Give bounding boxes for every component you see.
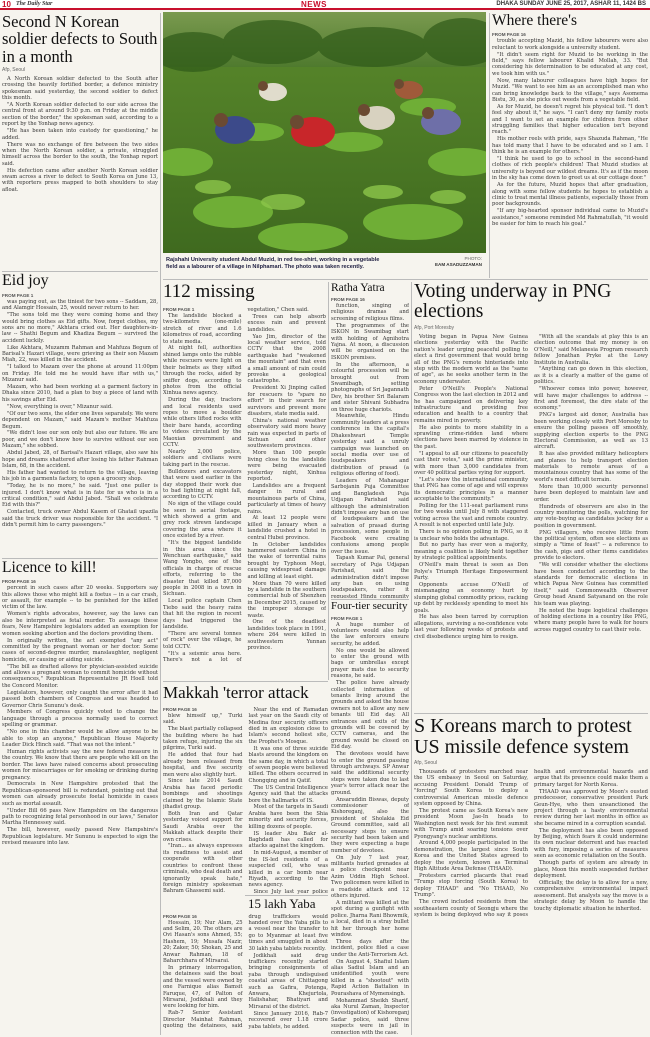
paragraph: His defection came after another North Korean soldier swam across a river to defect to South Korea on June 13, with reporters press mapped to both shoulders to stay afloat. — [2, 167, 158, 193]
paragraph: As for the future, Muzid hopes that after graduation, along with some fellow students he hopes to establish a clinic to treat mental illness patients, especially those from poor backgrounds. — [492, 182, 648, 208]
paragraph: There was no exchange of fire between the two sides when the North Korean soldier, a private, struggled himself across the border to the south, the Yonhap report said. — [2, 141, 158, 167]
paragraph: Women's rights advocates, however, say the laws can also be interpreted as fetal murder. To assuage these fears, New Hampshire legislators added an exemption for women seeking abortion and the doctors providing them. — [2, 611, 158, 637]
paragraph: "If any big-hearted sponsor individual came to Muzid's assistance," someone reminded Md Rahmatullah, "it would be easier for him to reach his goal." — [492, 208, 648, 228]
continued-from: FROM PAGE 16 — [163, 913, 197, 919]
paragraph: The blast partially collapsed the building where he had taken refuge, injuring the six pilgrims, Turki said. — [163, 726, 243, 752]
article-makkah-terror-attack — [163, 684, 328, 894]
paragraph: He noted the huge logistical challenges of holding elections in a country like PNG, where many people have to walk for hours across rugged country to cast their vote. — [534, 607, 648, 633]
paragraph: Officially, the delay is to allow for a new, comprehensive environmental impact assessment. But analysts say the move is a strategic delay by Moon to handle the touchy diplomatic situation he inherited. — [534, 879, 648, 912]
paragraph: The deployment has also been opposed by Beijing, which fears it could undermine its own nuclear deterrent and has reacted with fury, imposing a series of measures seen as economic retaliation on the South. — [534, 827, 648, 860]
credit-name: EAM ASADUZZAMAN — [434, 262, 482, 267]
paragraph: During the day, tractors and local residents used ropes to move a boulder while others lifted rocks with their bare hands, according to videos circulated by the Maoxian government and CCTV. — [163, 397, 242, 449]
article-112-missing — [163, 282, 326, 680]
paragraph: Polling for the 111-seat parliament runs for two weeks until July 8 with staggered voting across the vast and remote country. A result is not expected until late July. — [414, 503, 528, 529]
paragraph: Yao Jim, director of the local weather service, told CCTV that the 2008 earthquake had "weakened the mountain" and that even a small amount of rain could provoke a geological catastrophe. — [247, 333, 326, 385]
paragraph: There is no opinion polling in PNG, so it is unclear who holds the advantage. — [414, 529, 528, 542]
continued-from: FROM PAGE 16 — [163, 706, 197, 712]
paragraph: Thousands of protesters marched near the US embassy in Seoul on Saturday, accusing President Donald Trump of "forcing" South Korea to deploy a controversial American missile defence system opposed by China. — [414, 769, 528, 808]
paragraph: No sign of the village could be seen in aerial footage, which showed a grim and grey rock strewn landscape covering the area where it once existed by a river. — [163, 501, 242, 540]
paragraph: The protest came as South Korea's new president Moon Jae-In heads to Washington next week for his first summit with Trump amid soaring tensions over Pyongyang's nuclear ambitions. — [414, 807, 528, 840]
paragraph: PNG villagers, who receive little from the political system, often see elections as simply a "time of feast" -- a reference to the cash, pigs and other items candidates provide to electors. — [534, 529, 648, 562]
headline: Voting underway in PNG elections — [414, 282, 612, 323]
continued-from: FROM PAGE 1 — [331, 615, 363, 621]
paragraph: Legislators, however, only caught the error after it had passed both chambers of Congress and was headed to Governor Chris Sununu's desk. — [2, 689, 158, 709]
paragraph: One of the deadliest landslides took place in 1991, where 264 were killed in southwestern Yunnan province. — [247, 619, 326, 652]
paragraph: At least 12 people were killed in January when a landslide crushed a hotel in central Hubei province. — [247, 515, 326, 541]
paragraph: Leaders of Mahanagar Sarbojanin Puja Committee and Bangladesh Puja Udjapan Parishad said although the administration didn't impose any ban on use of loudspeakers and the salvation of prasad during procession, some people in Facebook were creating confusions among people over the issue. — [331, 478, 409, 555]
article-body — [163, 707, 328, 894]
paragraph: He has also been tarred by corruption allegations, surviving a no-confidence vote last year following weeks of protests and civil disobedience urging him to resign. — [414, 614, 528, 640]
paragraph: "A North Korean soldier defected to our side across the central front at around 9:30 p.m. on Friday at the middle section of the border," the spokesman said, according to a report by the Yonhap news agency. — [2, 102, 158, 128]
paragraph: In mid-August, a member of the IS-led residents of a suspected cell, who was killed in a car bomb near Riyadh, according to the news agency. — [248, 850, 328, 889]
section-label: NEWS — [301, 0, 327, 9]
paragraph: Since January 2016, Rab-7 recovered over 1.18 crore yaba tablets, he added. — [248, 1010, 328, 1030]
divider — [245, 895, 328, 896]
news-photo — [163, 12, 486, 253]
paragraph: Bulldozers and excavators that were used earlier in the day stopped their work due to bad lighting at night fall, according to CCTV. — [163, 468, 242, 501]
paragraph: His father had wanted to return to the village, leaving his job in a garments factory, to open a grocery shop. — [2, 469, 158, 483]
paragraph: trouble accepting Mazid, his fellow labourers were also reluctant to work alongside a university student. — [492, 38, 648, 51]
paragraph: At night fell, authorities shined lamps onto the rubble while rescuers were light on their helmets as they sifted through the rocks, aided by sniffer dogs, according to photos from the official Xinhua news agency. — [163, 345, 242, 397]
paragraph: function, singing of religious dramas and screening of religious films. — [331, 303, 409, 322]
column-rule — [328, 282, 329, 680]
paragraph: Since July last year police — [253, 889, 328, 894]
article-four-tier-security — [331, 601, 409, 1035]
paragraph: Though parts of system are already in place, Moon this month suspended further deployment. — [534, 860, 648, 879]
continued-from: FROM PAGE 1 — [2, 292, 34, 298]
paragraph: Peter O'Neill's People's National Congress won the last election in 2012 and he has campaigned on delivering key infrastructure and providing free education and health to a country that remains mired in poverty. — [414, 385, 528, 424]
paragraph: "The bill as drafted allows for physician-assisted suicide and allows a pregnant woman to commit homicide without consequences," Republican Representative JR Hoell told the Concord Monitor. — [2, 663, 158, 689]
paragraph: The landslide blocked a two-kilometre (one-mile) stretch of river and 1.6 kilometres of road, according to state media. — [163, 312, 242, 345]
paper-name: The Daily Star — [16, 1, 53, 7]
paragraph: Tapash Kumar Pal, general secretary of Puja Udjapan Parishad, said the administration didn't impose any ban on using loudspeakers, rather it requested Hindu community — [331, 555, 409, 598]
paragraph: was paying out, as the tiniest for two sons -- Saddam, 28, and Alamgir Hossain, 25, would never return to her. — [2, 298, 158, 312]
paragraph: Contacted, truck owner Abdul Kasem of Ghatail upazila said the truck driver was responsible for the accident. "I didn't permit him to carry passengers." — [2, 509, 158, 529]
paragraph: It was one of three suicide blasts around the kingdom on the same day, in which a total of seven people were believed killed. The others occurred in Chongqing and in Qatif. — [248, 745, 328, 784]
paragraph: Trees can help absorb excess rain and prevent landslides. — [247, 313, 326, 333]
paragraph: percent in such cases after 20 weeks. Supporters say this allows those who might kill a foetus -- in a car crash, or assault, for example -- to be punished for the killed victim of the law. — [2, 585, 158, 611]
byline: Afp, Port Moresby — [414, 324, 455, 331]
paragraph: Abdul Jabed, 28, of Barisal's Hazari village, also saw his hope and dreams shattered after losing his father Rahman Islam, 68, in the accident. — [2, 450, 158, 469]
paragraph: "It's a seismic area here. There's not a lot of vegetation," Chen said. — [163, 306, 309, 663]
paragraph: A huge number of volunteers would also help the law enforcers ensure security, he added. — [331, 621, 409, 647]
paragraph: "Iran... as always expresses its readiness to assist and cooperate with other countries to confront these criminals, who deal death and ignorantly speak hate," foreign ministry spokesman Bahram Ghassemi said. — [163, 843, 243, 894]
paragraph: "I appeal to all our citizens to peacefully cast their votes," said the prime minister, with more than 3,000 candidates from over 40 political parties vying for support. — [414, 450, 528, 476]
headline: 15 lakh Yaba — [248, 897, 316, 911]
divider — [2, 558, 158, 559]
paragraph: Democrats in New Hampshire protested that the Republican-sponsored bill is redundant, pointing out that women can already prosecute foetal homicide in cases such as mortal assault. — [2, 781, 158, 807]
caption-text: Rajshahi University student Abdul Muzid, in red tee-shirt, working in a vegetable field as a labourer of a village in Nilphamari. The photo was taken recently. — [166, 257, 380, 270]
article-body — [2, 76, 158, 193]
article-eid-joy — [2, 273, 158, 557]
continued-from: FROM PAGE 1 — [163, 306, 195, 312]
paragraph: China's national weather observatory said more heavy rain was expected in parts of Sichuan and other southwestern provinces. — [247, 417, 326, 450]
paragraph: Meanwhile, Hindu community leaders at a press conference in the capital's Dhakeshwari Temple yesterday said a unruly campaign was launched on social media over use of loudspeakers and distribution of prasad (a religious offering of food). — [331, 413, 409, 478]
headline: S Koreans march to protest US missile defence system — [414, 716, 632, 758]
paragraph: "He has been taken into custody for questioning," he added. — [2, 128, 158, 141]
headline: Where there's — [492, 13, 577, 29]
paragraph: "Anything can go down in this election, as it is a clearly a matter of the game of politics. — [534, 366, 648, 386]
article-ratha-yatra — [331, 282, 409, 598]
paragraph: It has also provided military helicopters and planes to help transport election materials to remote areas of a mountainous country that has some of the world's most difficult terrain. — [534, 451, 648, 483]
article-body — [2, 579, 158, 846]
continued-from: FROM PAGE 16 — [2, 579, 36, 585]
paragraph: Local police captain Chen Tiebo said the heavy rains that hit the region in recent days had triggered the landslide. — [163, 598, 242, 630]
paragraph: Ansaruddin Biswas, deputy commissioner of Kishoreganj, also the president of Sholakia Eid Ground committee, said all necessary steps to ensure security had been taken and they were expecting a huge number of devotees. — [331, 796, 409, 854]
paragraph: The programmes of the ISKON in Swamibag start with holding of Agnihotra Yajna. At noon, a discussion will be organised on the ISKON premises. — [331, 322, 409, 361]
paragraph: More than 100 people living close to the landslide were being evacuated yesterday night, Xinhua reported. — [247, 450, 326, 482]
paragraph: He added that four had already been released from hospital, and five security men were also slightly hurt. — [163, 752, 243, 778]
paragraph: "The sons told me they were coming home and they would bring clothes as Eid gifts. Now, forget clothes, my sons are no more," Akhtara cried out. Her daughters-in-law -- Shathi Begum and Khadiza Begum -- survived the accident luckily. — [2, 312, 158, 344]
headline: Makkah 'terror attack — [163, 684, 309, 702]
paragraph: Members of Congress quickly voted to change the language through a process normally used to correct spelling or grammar. — [2, 709, 158, 729]
paragraph: In originally written, the act exempted "any act" committed by the pregnant woman or her doctor. Some cases of second-degree murder, manslaughter, negligent homicide, or causing or aiding suicide. — [2, 637, 158, 663]
paragraph: In the afternoon, a colourful procession will be brought out from Swamibagh, setting photographs of Sri Jagannath Dev, his brother Sri Balaram and sister Shivani Subhadra on three huge chariots. — [331, 361, 409, 413]
article-body — [331, 297, 409, 598]
paragraph: More than 10,000 security personnel have been deployed to maintain law and order. — [534, 483, 648, 503]
photo-caption — [163, 254, 486, 276]
paragraph: "Let's show the international community that PNG has come of age and will express its democratic principles in a manner acceptable to the community." — [414, 476, 528, 503]
paragraph: "It didn't seem right for Muzid to be working in the field," says fellow labourer Khalid Mollah, 33. "But considering his determination to be educated at any cost, we took him with us." — [492, 51, 648, 77]
paragraph: "With all the scandals at play this is an election outcome that my money is on O'Neill," said Melanesia Program research fellow Jonathan Pryke at the Lowy Institute in Australia. — [534, 333, 648, 366]
article-15-lakh-yaba — [163, 897, 328, 1035]
article-where-theres — [492, 13, 648, 278]
paragraph: Around 4,000 people participated in the demonstration, the largest since South Korea and the United States agreed to deploy the system, known as Terminal High Altitude Area Defense (THAAD). — [414, 840, 528, 873]
article-body — [2, 293, 158, 529]
photo-credit — [422, 256, 482, 268]
paragraph: Hossain, 19; Nur Alam, 25 and Selim, 20. The others are Ovi Hasan's sons Ahmed, 55; Hashem, 19; Musafa Nazir, 20; Zaker, 50; Shokan, 25 and Anwar Rahman, 18 of Baharchhara of Mirsarai. — [163, 919, 243, 965]
paragraph: Human rights activists say the new federal measure in the country. We know that there are people who kill on the border. The laws have raised concerns about prosecuting women for miscarriages or for smoking or drinking during pregnancy. — [2, 748, 158, 781]
continued-from: FROM PAGE 16 — [492, 32, 526, 38]
paragraph: "I think he used to go to school in the second-hand clothes of rich people's children! That Muzid studies at university is beyond our wildest dreams. It's as if the moon in the sky has come down to greet us at our cottage door." — [492, 156, 648, 182]
paragraph: Opponents accuse O'Neill of mismanaging an economy hurt by slumping global commodity prices, racking up debt by recklessly spending to meet his goals. — [414, 581, 528, 614]
paragraph: Protesters carried placards that read "Trump stop forcing (South Korea) to deploy THAAD" and "No THAAD, No Trump". — [414, 873, 528, 899]
paragraph: "Whoever comes into power, however, will have major challenges to address -- first and foremost, the dire state of the economy." — [534, 386, 648, 412]
paragraph: A North Korean soldier defected to the South after crossing the heavily fortified border, a defence ministry spokesman said yesterday, the second soldier to defect this month. — [2, 75, 158, 102]
column-rule — [160, 13, 161, 1035]
credit-label: PHOTO: — [464, 256, 482, 261]
paragraph: Jodikhali said drug traffickers recently started bringing consignments of yaba through undisguised coastal areas of Chittagong such as Gafira, Potenga, Anwara, Khejurtola, Halishahar, Bhatiyari and Mirsarai of the district. — [248, 952, 328, 1010]
column-rule — [411, 282, 412, 1035]
paragraph: A militant was killed at the spot during a gunfight with police. Jharna Rani Bhowmik, a local, died in a stray bullet hit her through her home window. — [331, 900, 409, 939]
paragraph: His mother reels with pride, says Shazuda Rahman, "He has told many that I have to be educated and so I am. I think he is an example for others." — [492, 136, 648, 156]
article-body — [414, 769, 648, 918]
article-body — [163, 307, 326, 663]
paragraph: "It's the biggest landslide in this area since the Wenchuan earthquake," said Wang Yongbo, one of the officials in charge of rescue efforts, referring to the disaster that killed 87,000 people in 2008 in a town in Sichuan. — [163, 540, 242, 598]
paragraph: Near the end of Ramadan last year on the Saudi city of Medina four security officers died in an explosion close to Islam's second holiest site, the Prophet's Mosque. — [248, 706, 328, 745]
paragraph: Landslides are a frequent danger in rural and mountainous parts of China, particularly at times of heavy rains. — [247, 482, 326, 515]
divider — [414, 713, 648, 714]
paragraph: Both Iran and Qatar yesterday voiced support for Saudi Arabia over the Makkah attack despite their own crises. — [163, 810, 243, 843]
dateline: DHAKA SUNDAY JUNE 25, 2017, ASHAR 11, 1424 BS — [496, 1, 646, 7]
headline: 112 missing — [163, 282, 255, 302]
paragraph: Rab-7 Senior Assistant Director Mainhat Rahman, quoting the detainees, said drug traffickers would handed over the Yaba pills to a vessel near the transfer to go to Myanmar at least five times and smuggled in about 30 lakh yaba tablets recently. — [163, 913, 328, 1030]
paragraph: But no party has ever won a majority, meaning a coalition is likely held together by strategic political appointments. — [414, 542, 528, 562]
divider — [163, 681, 328, 682]
page-number: 10 — [2, 0, 11, 9]
paragraph: Mazam, who had been working at a garment factory in Dhaka since 2010, had a plan to buy a piece of land with his savings after Eid. — [2, 384, 158, 403]
paragraph: "Now, everything is over," Mizanur said. — [7, 403, 113, 410]
paragraph: Hundreds of observers are also in the country monitoring the polls, watching for any vote-buying as candidates jockey for a position in government. — [534, 503, 648, 529]
paragraph: No one would be allowed to enter the ground with bags or umbrellas except prayer mats due to security reasons, he said. — [331, 647, 409, 680]
paragraph: The police have already collected information of tenants living around the grounds and asked the house owners not to allow any new tenants till Eid day. All entrances and exits of the grounds will be covered by CCTV cameras, and the ground would be closed on Eid day. — [331, 680, 409, 751]
divider — [331, 599, 409, 600]
paragraph: Since late 2014 Saudi Arabia has faced periodic bombings and shootings claimed by the Islamic State jihadist group. — [163, 778, 243, 811]
column-rule — [489, 13, 490, 278]
paragraph: Now, many labourer colleagues have high hopes for Muzid. "We want to see him as an accomplished man who can bring knowledge back to the village," says Asomema Bistu, 30, as she picks out weeds from a vegetable field. — [492, 77, 648, 103]
headline: Eid joy — [2, 273, 49, 289]
headline: Second N Korean soldier defects to South in a month — [2, 13, 158, 66]
paragraph: "I talked to Mazam over the phone at around 11:00pm on Friday. He told me he would have iftar with us," Mizanur said. — [2, 364, 158, 384]
article-body — [331, 616, 409, 1035]
paragraph: As for Muzid, he doesn't regret his physical toil. "I don't feel shy about it," he says. "I can't deny my family roots and I want to set an example for children from other struggling families that higher education isn't beyond reach." — [492, 103, 648, 136]
paragraph: IS leader Abu Bakr al-Baghdadi has called for attacks against the kingdom. — [248, 830, 328, 850]
paragraph: THAAD was approved by Moon's ousted predecessor, conservative president Park Geun-Hye, who then unsanctioned the project through a hasty environmental review during her last months in office as she became mired in a corruption scandal. — [534, 788, 648, 827]
paragraph: Nearly 2,000 police, soldiers and civilians were taking part in the rescue. — [163, 448, 242, 468]
paragraph: The devotees would have to enter the ground passing through archways. SP Anwar said the additional security steps were taken due to last year's terror attack near the ground. — [331, 751, 409, 796]
masthead — [0, 0, 650, 10]
paragraph: In October landslides hammered eastern China in the wake of torrential rains brought by Typhoon Megi, causing widespread damage and killing at least eight. — [247, 541, 326, 580]
continued-from: FROM PAGE 16 — [331, 297, 365, 303]
paragraph: Mohammad Sheikh Sharif, aka Nurul Zaman, Inspector (investigation) of Kishoreganj Sadar police, said three suspects were in jail in connection with the case. — [331, 997, 409, 1035]
paragraph: The bill, however, easily passed New Hampshire's Republican legislature. Mr Sununu is expected to sign the revised measure into law. — [2, 827, 158, 847]
paragraph: "We didn't lose our son only but also our future. We are poor, and we don't know how to survive without our son Mazam," she sobbed. — [2, 430, 158, 450]
paragraph: "There are several tonnes of rock" over the village, he told CCTV. — [163, 630, 242, 650]
article-body — [492, 32, 648, 227]
article-png-elections — [414, 282, 648, 712]
paragraph: On August 4, Shafiul Islam alias Sadiul Islam and an unidentified youth were killed in a "shootout" with Rapid Action Battalion in Pourashava of Mymensingh. — [331, 958, 409, 997]
paragraph: On July 7 last year, militants hurled grenades at a police checkpoint near Azim Uddin High School. Two policemen were killed in a roadside attack and 12 others injured. — [331, 854, 409, 900]
article-s-korea-protest — [414, 716, 648, 1035]
byline: Afp, Seoul — [414, 760, 438, 766]
headline: Licence to kill! — [2, 560, 97, 576]
paragraph: Like Akhtara, Muzamm Rahman and Mahfuza Begum of Barisal's Hazari village, were grieving as their son Mazam Miah, 22, was killed in the accident. — [2, 344, 158, 364]
paragraph: "We will consider whether the elections have been conducted according to the standards for democratic elections in which Papua New Guinea has committed itself," said Commonwealth Observer Group head Anand Satyanand on the role his team was playing. — [534, 562, 648, 607]
paragraph: He also points to more stability in a sprawling crime-ridden land where elections have been marred by violence in the past. — [414, 424, 528, 450]
paragraph: "No one in this chamber would be allow anyone to be able to stop an anyone," Republican House Majority Leader Dick Hinch said. "That was not the intent." — [2, 729, 158, 749]
article-body — [163, 914, 328, 1030]
paragraph: President Xi Jinping called for rescuers to "spare no effort" in their search for survivors and prevent more disasters, state media said. — [247, 385, 326, 417]
article-korea-soldier — [2, 13, 158, 270]
paragraph: The US Central Intelligence Agency said that the attacks bore the hallmarks of IS. — [248, 784, 328, 804]
paragraph: "Today, he is no more," he said. "Just one puller is injured. I don't know what is in fate for us who is in a critical condition," said Abdul Jabed. "Shall we celebrate Eid with this?" — [2, 483, 158, 509]
article-licence-to-kill — [2, 560, 158, 1034]
headline: Ratha Yatra — [331, 282, 385, 294]
divider — [163, 279, 648, 280]
paragraph: "Of our two sons, the elder one lives separately. We were dependent on Mazam," said Mazam's mother Mahfuza Begum. — [2, 410, 158, 430]
article-body — [414, 334, 648, 640]
paragraph: "Under Bill 66 pass New Hampshire on the dangerous path to recognizing fetal personhood in our laws," Senator Martha Hennessey said. — [2, 807, 158, 827]
paragraph: In primary interrogation, the detainees said the boat and the vessel were owned by one Farnique alias Bamsit Faruque, 47, of Palton of Mirsarai, Jodikhali and they were looking for him. — [163, 964, 243, 1010]
paragraph: Three days after the incident, police filed a case under the Anti-Terrorism Act. — [331, 938, 409, 958]
paragraph: Voting began in Papua New Guinea elections yesterday with the Pacific nation's leader urging peaceful polling to elect a first government that would bring all of the PNG's remote hinterlands into step with the modern world as the "same of age", as he seeks another term in the economy underwater. — [414, 333, 528, 385]
divider — [2, 271, 158, 272]
paragraph: O'Neill's main threat is seen as Don Polye's Triumph Heritage Empowerment Party. — [414, 562, 528, 581]
paragraph: The crowd included residents from the southeastern county of Seongju where the system is being deployed who say it poses health and environmental hazards and argue that its presence could make them a primary target for North Korea. — [414, 769, 648, 918]
paragraph: Most of the targets in Saudi Arabia have been the Shia minority and security forces, killing dozens of people. — [248, 804, 328, 830]
paragraph: More than 70 were killed by a landslide in the southern commercial hub of Shenzhen in December 2015, caused by the improper storage of waste. — [247, 580, 326, 619]
headline: Four-tier security — [331, 601, 408, 612]
byline: Afp, Seoul — [2, 66, 26, 73]
paragraph: PNG's largest aid donor, Australia has been working closely with Port Moresby to ensure the polling passes off smoothly, supplying election experts to the PNG Electoral Commission, as well as 13 aircraft. — [534, 412, 648, 451]
paragraph: blew himself up," Turki said. — [163, 712, 243, 726]
